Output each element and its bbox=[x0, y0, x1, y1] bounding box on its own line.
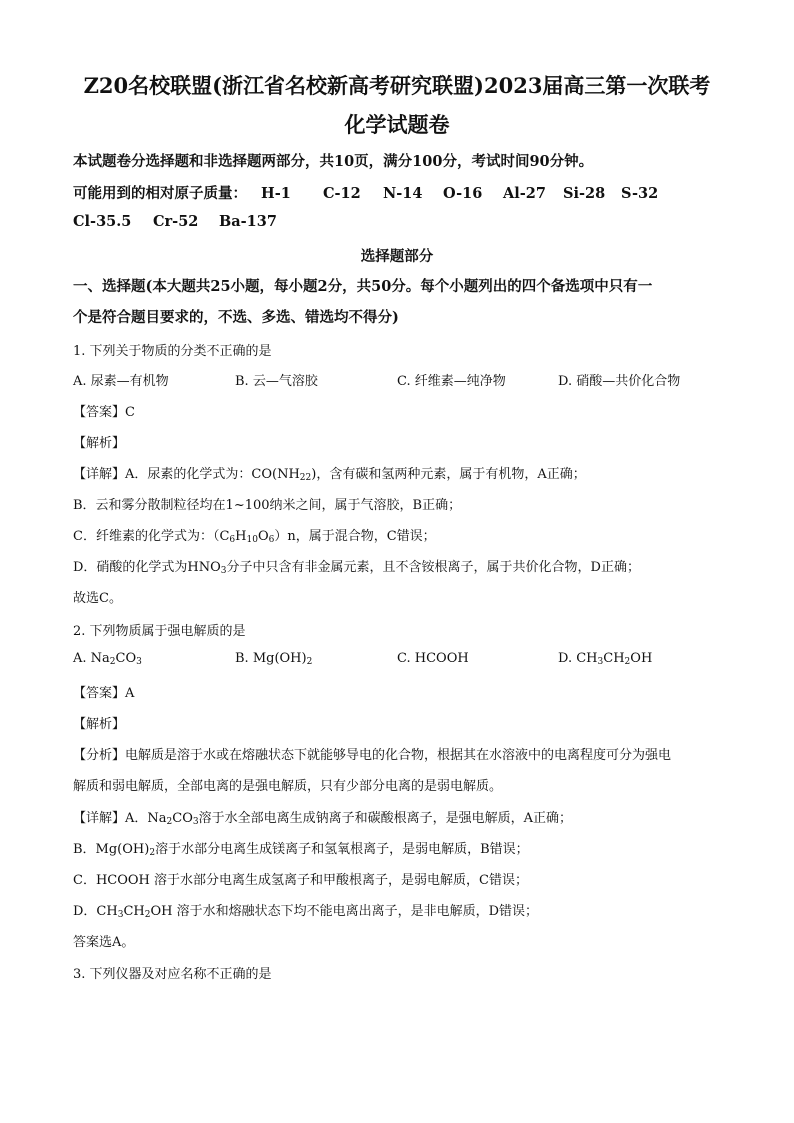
option-text: OH bbox=[630, 651, 653, 666]
subscript: 3 bbox=[117, 910, 124, 920]
q1-option-a: A. 尿素—有机物 bbox=[73, 374, 169, 389]
question-2-stem: 2. 下列物质属于强电解质的是 bbox=[73, 624, 246, 639]
subscript: 2 bbox=[149, 848, 156, 858]
mass-item: N-14 bbox=[383, 185, 423, 202]
q1-conclusion: 故选C。 bbox=[73, 591, 122, 606]
subscript: 3 bbox=[597, 657, 604, 667]
exam-subject-title: 化学试题卷 bbox=[344, 112, 450, 137]
q2-option-a bbox=[73, 651, 142, 666]
q1-detail-d bbox=[73, 556, 640, 575]
q1-detail-c bbox=[73, 525, 436, 544]
q2-option-d bbox=[558, 651, 652, 666]
subscript: 2 bbox=[109, 657, 116, 667]
subscript: 6 bbox=[229, 535, 236, 545]
q2-detail-c: C．HCOOH 溶于水部分电离生成氢离子和甲酸根离子，是弱电解质，C错误； bbox=[73, 873, 528, 888]
subscript: 2 bbox=[299, 473, 306, 483]
subscript: 2 bbox=[624, 657, 631, 667]
detail-text: OH 溶于水和熔融状态下均不能电离出离子，是非电解质，D错误； bbox=[150, 904, 539, 919]
option-text: CO bbox=[115, 651, 137, 666]
detail-text: ）n，属于混合物，C错误； bbox=[274, 529, 436, 544]
mass-item: Cr-52 bbox=[153, 213, 199, 230]
q1-option-b: B. 云—气溶胶 bbox=[235, 374, 318, 389]
q1-option-d: D. 硝酸—共价化合物 bbox=[558, 374, 681, 389]
mass-item: O-16 bbox=[443, 185, 483, 202]
detail-text: O bbox=[257, 529, 269, 544]
section-heading: 选择题部分 bbox=[360, 248, 434, 265]
detail-text: A．Na bbox=[125, 811, 167, 826]
detail-text: 溶于水部分电离生成镁离子和氢氧根离子，是弱电解质，B错误； bbox=[155, 842, 529, 857]
q1-option-c: C. 纤维素—纯净物 bbox=[397, 374, 506, 389]
answer-value: C bbox=[125, 405, 135, 420]
q2-analysis-line2: 解质和弱电解质，全部电离的是强电解质，只有少部分电离的是弱电解质。 bbox=[73, 779, 503, 794]
subscript: 10 bbox=[246, 535, 258, 545]
subscript: 2 bbox=[306, 657, 313, 667]
detail-text: CO bbox=[172, 811, 193, 826]
answer-value: A bbox=[125, 686, 135, 701]
q1-detail-b: B．云和雾分散制粒径均在1~100纳米之间，属于气溶胶，B正确； bbox=[73, 498, 462, 513]
q2-option-c: C. HCOOH bbox=[397, 651, 469, 666]
q2-analysis-line1 bbox=[73, 744, 671, 763]
mass-item: C-12 bbox=[323, 185, 361, 202]
option-text: A. Na bbox=[73, 651, 110, 666]
subscript: 3 bbox=[136, 657, 142, 667]
exam-info: 本试题卷分选择题和非选择题两部分，共10页，满分100分，考试时间90分钟。 bbox=[73, 153, 594, 170]
detail-text: 分子中只含有非金属元素，且不含铵根离子，属于共价化合物，D正确； bbox=[226, 560, 640, 575]
analysis-text: 电解质是溶于水或在熔融状态下就能够导电的化合物，根据其在水溶液中的电离程度可分为强电 bbox=[125, 748, 672, 763]
subscript: 2 bbox=[144, 910, 151, 920]
q1-analysis-tag: 【解析】 bbox=[73, 436, 126, 451]
mass-item: Si-28 bbox=[563, 185, 606, 202]
subscript: 2 bbox=[166, 817, 173, 827]
option-text: D. CH bbox=[558, 651, 598, 666]
question-1-stem: 1. 下列关于物质的分类不正确的是 bbox=[73, 344, 272, 359]
q2-detail-b bbox=[73, 838, 529, 857]
atomic-masses-row2 bbox=[73, 213, 277, 230]
mass-item: Ba-137 bbox=[219, 213, 277, 230]
section-instructions: 个是符合题目要求的，不选、多选、错选均不得分) bbox=[73, 309, 399, 326]
option-text: CH bbox=[603, 651, 625, 666]
mass-item: Al-27 bbox=[503, 185, 546, 202]
detail-tag: 【详解】 bbox=[73, 811, 126, 826]
detail-text: )，含有碳和氢两种元素，属于有机物，A正确； bbox=[311, 467, 586, 482]
q2-analysis-tag: 【解析】 bbox=[73, 717, 126, 732]
mass-item: H-1 bbox=[261, 185, 291, 202]
detail-text: H bbox=[235, 529, 247, 544]
subscript: 2 bbox=[305, 473, 312, 483]
detail-text: 溶于水全部电离生成钠离子和碳酸根离子，是强电解质，A正确； bbox=[198, 811, 572, 826]
subscript: 3 bbox=[192, 817, 199, 827]
detail-text: D．硝酸的化学式为HNO bbox=[73, 560, 221, 575]
detail-text: CH bbox=[123, 904, 145, 919]
analysis-sub-tag: 【分析】 bbox=[73, 748, 126, 763]
mass-item: Cl-35.5 bbox=[73, 213, 132, 230]
q2-detail-a bbox=[73, 807, 572, 826]
exam-title: Z20名校联盟(浙江省名校新高考研究联盟)2023届高三第一次联考 bbox=[83, 73, 711, 98]
detail-text: A．尿素的化学式为：CO(NH bbox=[125, 467, 300, 482]
q1-detail-a bbox=[73, 463, 586, 482]
q2-answer bbox=[73, 682, 134, 701]
q2-detail-d bbox=[73, 900, 538, 919]
detail-text: C．纤维素的化学式为：（C bbox=[73, 529, 230, 544]
q2-conclusion: 答案选A。 bbox=[73, 935, 135, 950]
mass-item: S-32 bbox=[621, 185, 659, 202]
option-text: B. Mg(OH) bbox=[235, 651, 307, 666]
question-3-stem: 3. 下列仪器及对应名称不正确的是 bbox=[73, 967, 272, 982]
answer-tag: 【答案】 bbox=[73, 405, 126, 420]
q1-answer bbox=[73, 401, 135, 420]
q2-option-b bbox=[235, 651, 312, 666]
section-instructions: 一、选择题(本大题共25小题，每小题2分，共50分。每个小题列出的四个备选项中只有一 bbox=[73, 278, 653, 295]
answer-tag: 【答案】 bbox=[73, 686, 126, 701]
atomic-masses-row1 bbox=[73, 182, 658, 203]
detail-text: B．Mg(OH) bbox=[73, 842, 150, 857]
detail-text: D．CH bbox=[73, 904, 118, 919]
mass-label: 可能用到的相对原子质量： bbox=[73, 185, 247, 202]
subscript: 3 bbox=[220, 566, 227, 576]
detail-tag: 【详解】 bbox=[73, 467, 126, 482]
subscript: 6 bbox=[268, 535, 275, 545]
